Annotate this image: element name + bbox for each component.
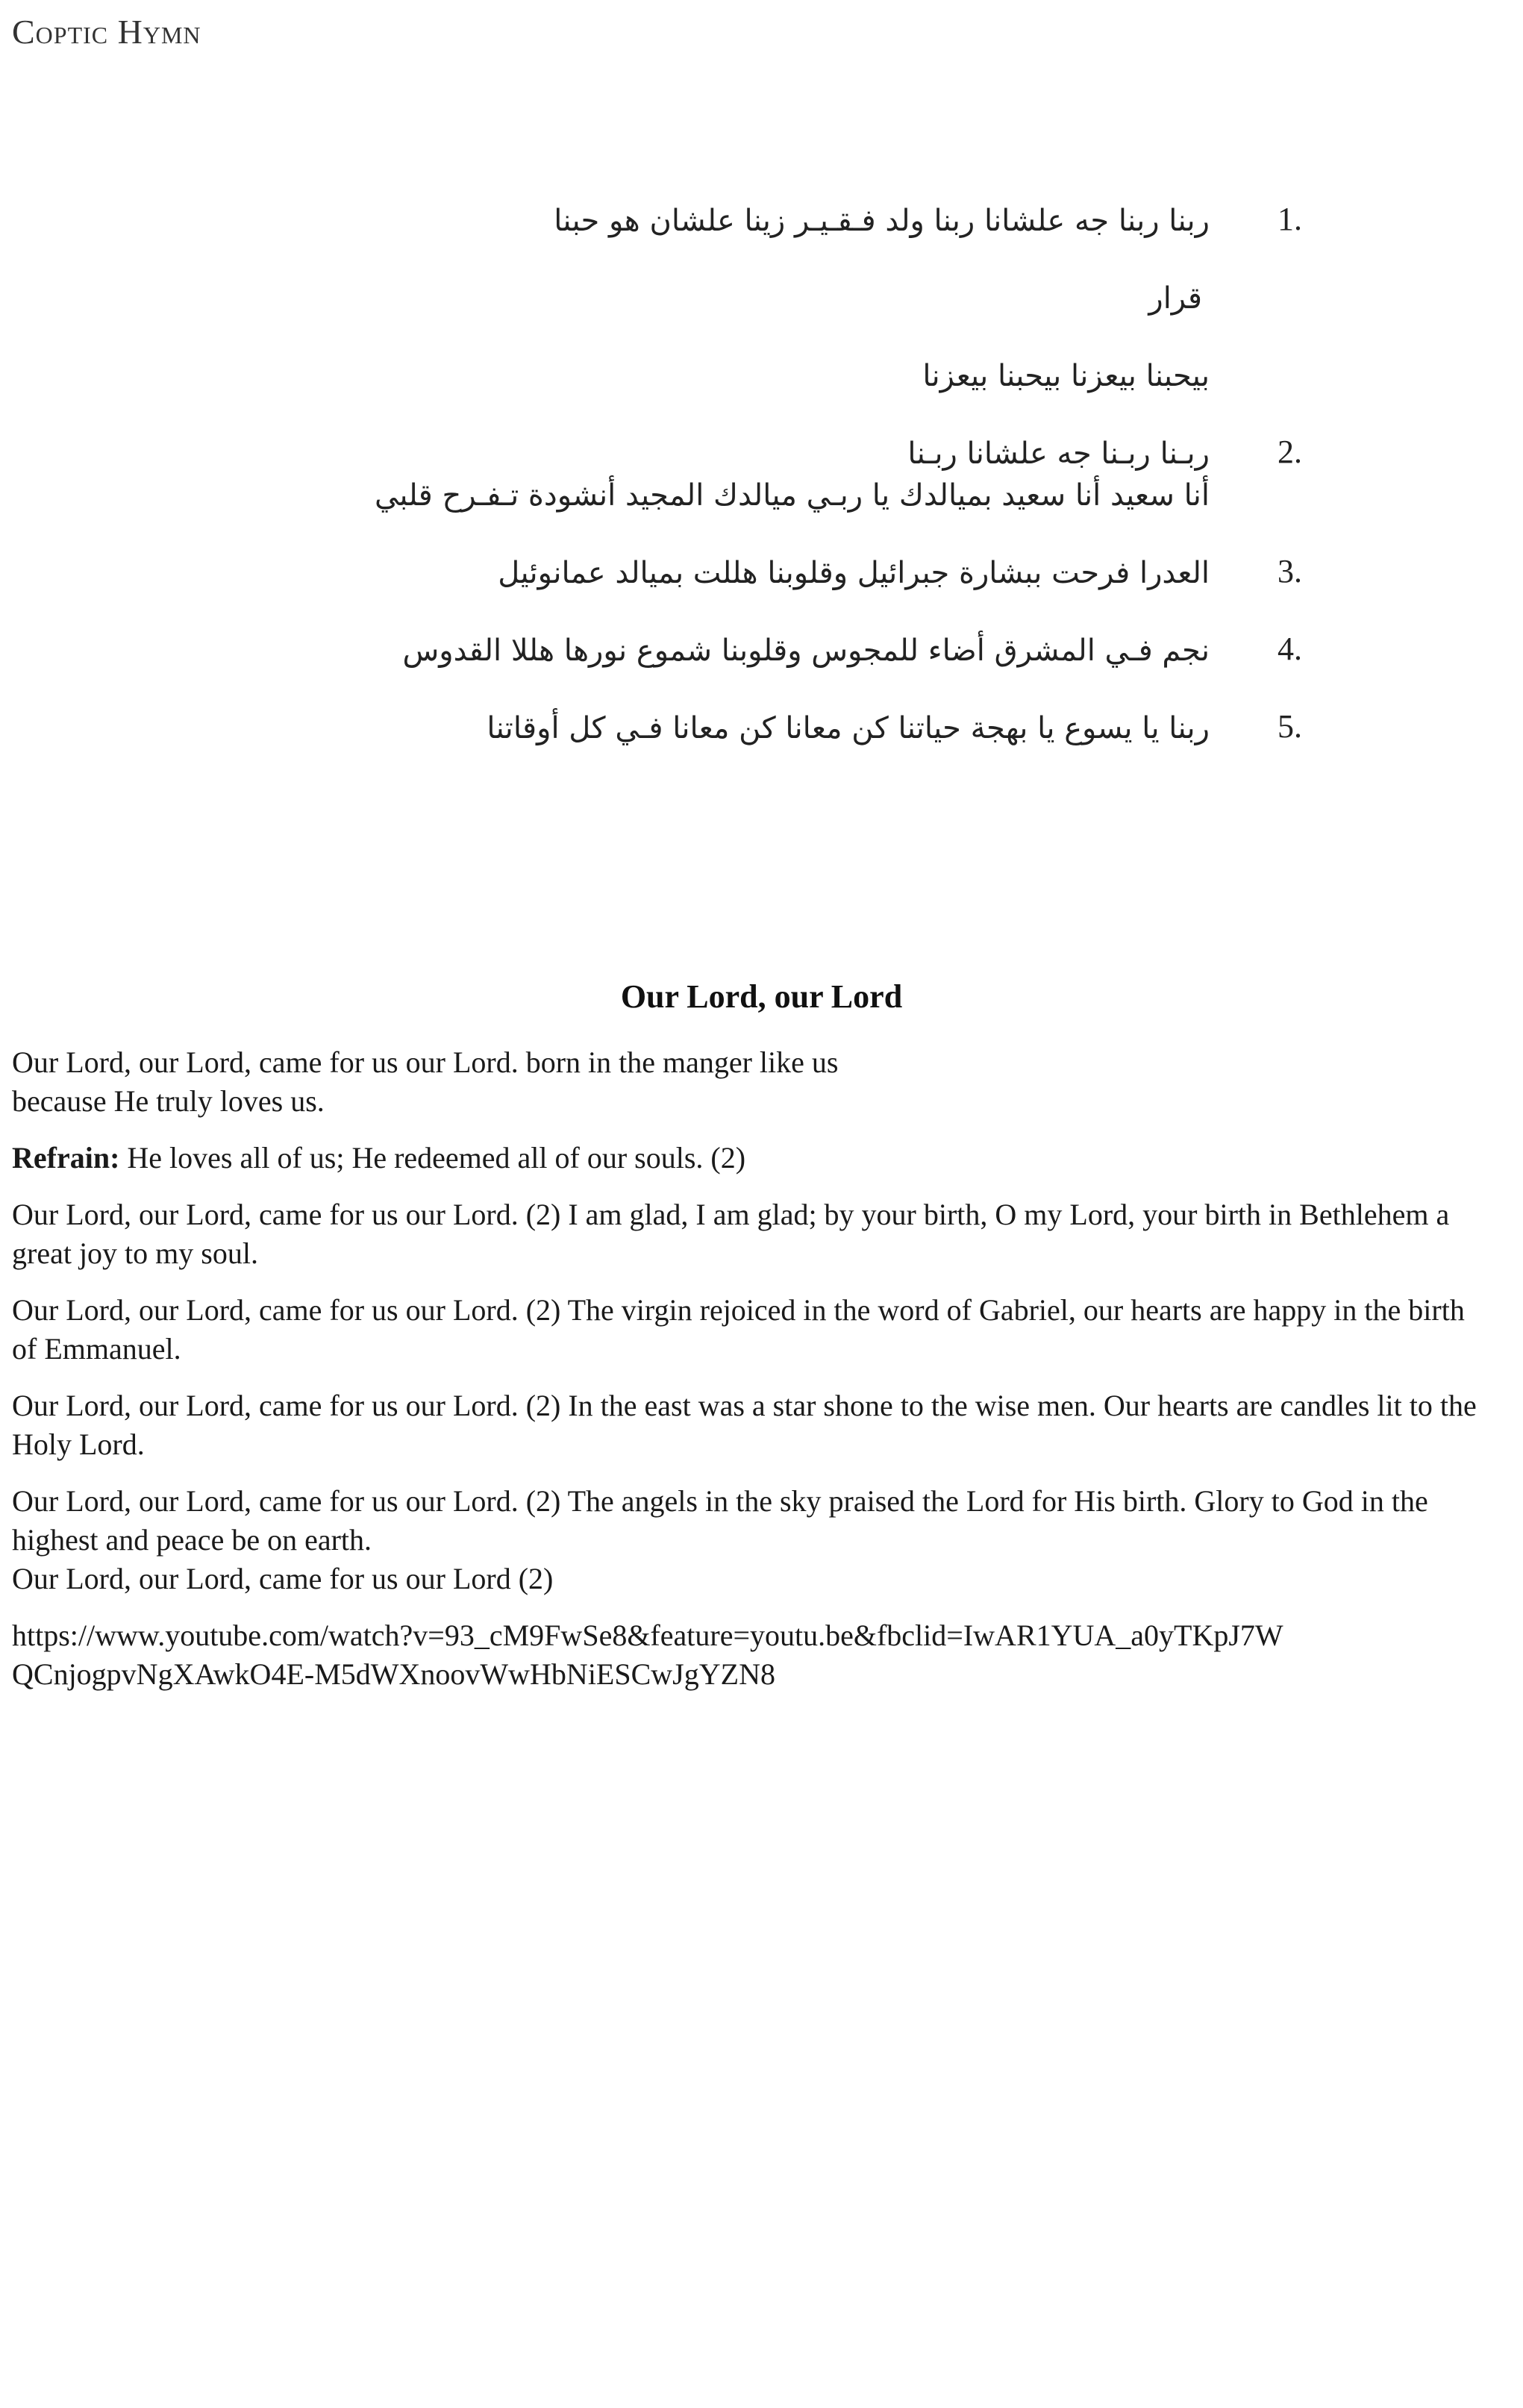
arabic-refrain-text	[240, 355, 1210, 397]
english-verse-3: Our Lord, our Lord, came for us our Lord. (2) The virgin rejoiced in the word of Gabriel, our hearts are happy in the birth of Emmanuel.	[12, 1293, 1465, 1366]
verse-line: because He truly loves us.	[12, 1084, 325, 1118]
arabic-line: ربنا يا يسوع يا بهجة حياتنا كن معانا كن معانا فـي كل أوقاتنا	[487, 711, 1210, 745]
verse-number: 3.	[1277, 553, 1302, 590]
arabic-verse-5	[240, 707, 1302, 749]
verse-line: Our Lord, our Lord, came for us our Lord. born in the manger like us	[12, 1045, 839, 1079]
arabic-verse-1	[240, 200, 1302, 242]
verse-number: 4.	[1277, 631, 1302, 667]
youtube-link[interactable]: https://www.youtube.com/watch?v=93_cM9FwSe8&feature=youtu.be&fbclid=IwAR1YUA_a0yTKpJ7WQCnjogpvNgXAwkO4E-M5dWXnoovWwHbNiESCwJgYZN8	[12, 1619, 1283, 1691]
arabic-line: ربنا ربنا جه علشانا ربنا ولد فـقـيـر زينا علشان هو حبنا	[554, 204, 1210, 238]
refrain-text: He loves all of us; He redeemed all of our souls. (2)	[119, 1141, 746, 1175]
arabic-line: نجم فـي المشرق أضاء للمجوس وقلوبنا شموع نورها هللا القدوس	[402, 634, 1210, 668]
english-verse-2: Our Lord, our Lord, came for us our Lord. (2) I am glad, I am glad; by your birth, O my Lord, your birth in Bethlehem a great joy to my soul.	[12, 1198, 1450, 1270]
arabic-line: العدرا فرحت ببشارة جبرائيل وقلوبنا هللت بميالد عمانوئيل	[498, 556, 1210, 590]
verse-number: 2.	[1277, 434, 1302, 470]
arabic-verse-3	[240, 552, 1302, 594]
page-header-title: Coptic Hymn	[12, 13, 201, 51]
refrain-label: Refrain:	[12, 1141, 120, 1175]
english-closing: Our Lord, our Lord, came for us our Lord (2)	[12, 1562, 554, 1595]
english-hymn-title: Our Lord, our Lord	[620, 978, 903, 1015]
english-refrain	[12, 1139, 1497, 1178]
arabic-hymn-list	[240, 200, 1302, 749]
english-verse-5: Our Lord, our Lord, came for us our Lord. (2) The angels in the sky praised the Lord for His birth. Glory to God in the highest and peace be on earth.	[12, 1484, 1428, 1557]
arabic-refrain-label	[240, 278, 1210, 319]
english-verse-4: Our Lord, our Lord, came for us our Lord. (2) In the east was a star shone to the wise men. Our hearts are candles lit to the Holy Lord.	[12, 1389, 1477, 1461]
arabic-verse-4	[240, 630, 1302, 672]
arabic-line: أنا سعيد أنا سعيد بميالدك يا ربـي ميالدك المجيد أنشودة تـفـرح قلبي	[375, 478, 1210, 513]
arabic-line: بيحبنا بيعزنا بيحبنا بيعزنا	[922, 359, 1210, 393]
english-verse-1	[12, 1043, 1497, 1121]
arabic-line: قرار	[1148, 281, 1202, 316]
verse-number: 1.	[1277, 201, 1302, 237]
verse-number: 5.	[1277, 708, 1302, 745]
arabic-line: ربـنا ربـنا جه علشانا ربـنا	[907, 437, 1210, 471]
arabic-verse-2	[240, 433, 1302, 516]
english-hymn-body	[12, 1043, 1497, 1712]
